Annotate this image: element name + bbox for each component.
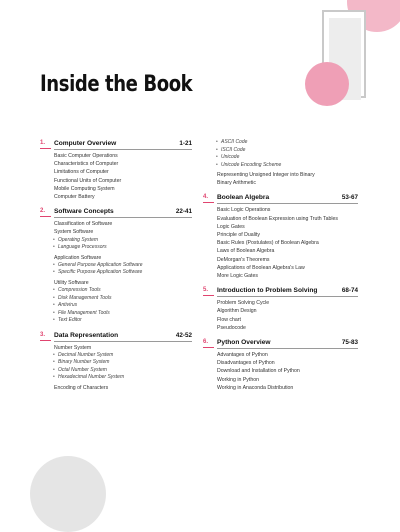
toc-subentry: • Octal Number System <box>58 367 192 375</box>
toc-entry: Mobile Computing System <box>54 185 115 192</box>
toc-entry: Classification of Software <box>54 221 113 228</box>
chapter-title: Data Representation <box>54 331 119 339</box>
chapter-title: Software Concepts <box>54 208 114 216</box>
chapter-3-continued <box>203 139 358 187</box>
toc-subentry: • Decimal Number System <box>58 352 192 360</box>
toc-entry: Algorithm Design <box>217 308 257 315</box>
toc-left-column <box>40 139 192 396</box>
toc-entry: Binary Arithmetic <box>217 180 256 187</box>
chapter-heading[interactable] <box>40 139 192 152</box>
toc-entry: System Software <box>54 229 94 236</box>
toc-subentry: • Operating System <box>58 237 192 245</box>
toc-entry: Working in Python <box>217 376 260 383</box>
toc-entry: Representing Unsigned Integer into Binary <box>217 172 315 178</box>
chapter-rule <box>217 296 358 297</box>
chapter-3 <box>40 331 192 392</box>
toc-entry: Logic Gates <box>217 223 245 230</box>
chapter-pages: 53-67 <box>341 194 358 202</box>
toc-subentry: • Binary Number System <box>58 359 192 367</box>
toc-entry: Flow chart <box>217 316 241 323</box>
toc-entry: Principle of Duality <box>217 232 260 239</box>
chapter-rule <box>54 341 192 342</box>
toc-entry: Utility Software <box>54 279 89 286</box>
toc-entry: Application Software <box>54 254 102 261</box>
chapter-number: 2. <box>40 207 51 217</box>
toc-entry: Limitations of Computer <box>54 169 109 176</box>
chapter-5 <box>203 286 358 332</box>
toc-entry: Applications of Boolean Algebra's Law <box>217 264 305 271</box>
decorative-circle-bottom <box>30 456 106 532</box>
chapter-title: Python Overview <box>217 339 271 347</box>
toc-entry: Functional Units of Computer <box>54 177 122 184</box>
chapter-number: 6. <box>203 338 214 348</box>
toc-subentry: • Unicode Encoding Scheme <box>221 162 358 170</box>
toc-entry: Encoding of Characters <box>54 384 109 391</box>
chapter-4 <box>203 193 358 280</box>
toc-subentry: • General Purpose Application Software <box>58 262 192 270</box>
chapter-heading[interactable] <box>203 338 358 351</box>
chapter-title: Computer Overview <box>54 140 117 147</box>
toc-entry: DeMorgan's Theorems <box>217 256 270 263</box>
chapter-pages: 75-83 <box>341 339 358 347</box>
toc-subentry: • Compression Tools <box>58 287 192 295</box>
toc-entry: Download and Installation of Python <box>217 368 300 375</box>
toc-subentry: • ISCII Code <box>221 147 358 155</box>
chapter-heading[interactable] <box>203 193 358 206</box>
chapter-pages: 68-74 <box>341 287 358 295</box>
chapter-number: 1. <box>40 139 51 149</box>
chapter-6 <box>203 338 358 392</box>
chapter-pages: 42-52 <box>175 331 192 339</box>
toc-entry: Characteristics of Computer <box>54 161 119 168</box>
chapter-1 <box>40 139 192 201</box>
chapter-number: 4. <box>203 193 214 203</box>
toc-entry: Evaluation of Boolean Expression using Truth Tables <box>217 215 339 222</box>
decorative-circle-pink <box>305 62 349 106</box>
toc-subentry: • Hexadecimal Number System <box>58 374 192 382</box>
chapter-number: 5. <box>203 286 214 296</box>
toc-entry: Advantages of Python <box>217 352 268 359</box>
toc-entry: Basic Computer Operations <box>54 153 118 159</box>
toc-entry: More Logic Gates <box>217 273 258 280</box>
toc-subentry: • Unicode <box>221 154 358 162</box>
toc-subentry: • Disk Management Tools <box>58 295 192 303</box>
toc-entry: Problem Solving Cycle <box>217 300 270 307</box>
toc-subentry: • Specific Purpose Application Software <box>58 269 192 277</box>
chapter-pages: 1-21 <box>179 140 192 147</box>
toc-entry: Basic Rules (Postulates) of Boolean Algebra <box>217 240 319 247</box>
chapter-rule <box>217 348 358 349</box>
toc-subentry: • Text Editor <box>58 317 192 325</box>
chapter-number: 3. <box>40 331 51 341</box>
toc-entry: Pseudocode <box>217 324 246 331</box>
toc-right-column <box>203 139 358 396</box>
chapter-rule <box>54 149 192 150</box>
toc-subentry: • File Management Tools <box>58 310 192 318</box>
toc-entry: Basic Logic Operations <box>217 207 271 214</box>
chapter-pages: 22-41 <box>175 208 192 216</box>
page-title: Inside the Book <box>40 72 193 97</box>
chapter-title: Boolean Algebra <box>217 194 270 202</box>
chapter-rule <box>217 203 358 204</box>
toc-subentry: • ASCII Code <box>221 139 358 147</box>
toc-entry: Disadvantages of Python <box>217 360 275 367</box>
chapter-title: Introduction to Problem Solving <box>217 287 318 295</box>
chapter-heading[interactable] <box>203 286 358 299</box>
toc-subentry: • Antivirus <box>58 302 192 310</box>
toc-entry: Laws of Boolean Algebra <box>217 248 275 255</box>
toc-subentry: • Language Processors <box>58 244 192 252</box>
toc-entry: Working in Anaconda Distribution <box>217 384 294 391</box>
chapter-heading[interactable] <box>40 207 192 220</box>
chapter-heading[interactable] <box>40 331 192 344</box>
chapter-2 <box>40 207 192 324</box>
toc-entry: Number System <box>54 344 92 351</box>
chapter-rule <box>54 217 192 218</box>
toc-entry: Computer Battery <box>54 194 95 201</box>
